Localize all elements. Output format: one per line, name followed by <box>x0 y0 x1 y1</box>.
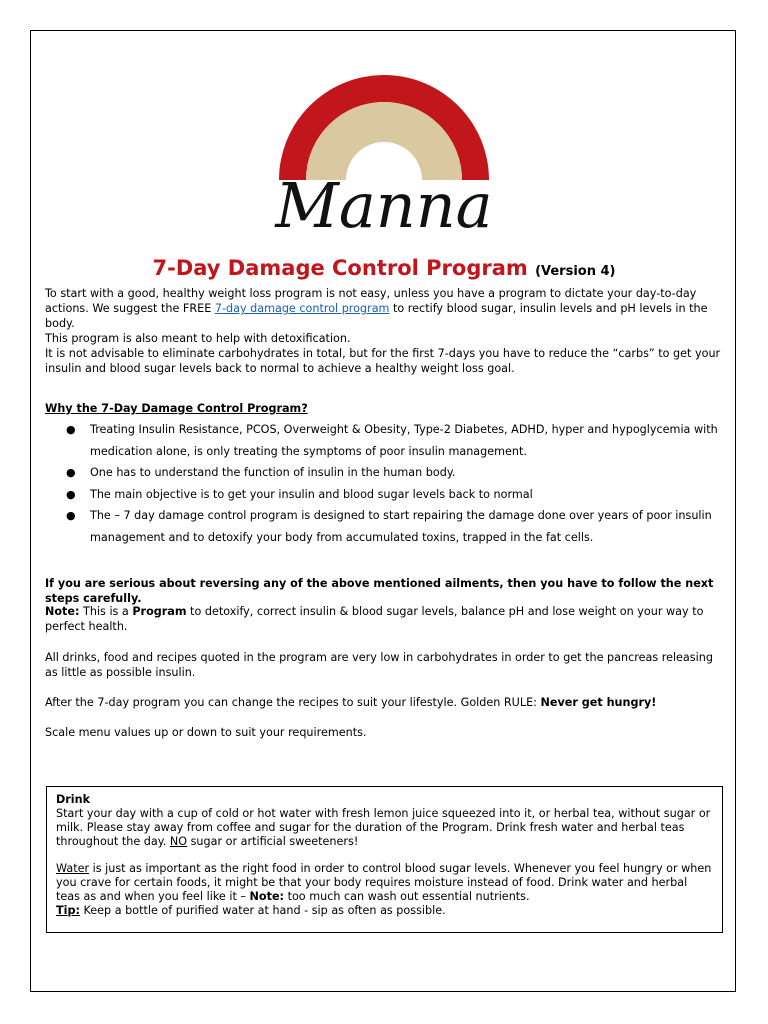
drink-paragraph-2 <box>56 862 713 904</box>
water-text: is just as important as the right food in order to control blood sugar levels. Whenever you feel hungry or when you crave for certain foods, it might be that your body requires moisture instead of food. Drink water and herbal teas as and when you feel like it – <box>56 862 712 903</box>
logo-text: Manna <box>275 169 493 240</box>
drink-box <box>46 786 723 933</box>
page-title <box>0 255 768 285</box>
bullet-item <box>58 462 728 484</box>
intro-text: To start with a good, healthy weight loss program is not easy, unless you have a program to dictate your day-to-day actions. We suggest the FREE <box>45 287 697 315</box>
why-bullet-list <box>58 419 728 548</box>
drink-heading: Drink <box>56 793 91 806</box>
water-note-label: Note: <box>249 890 285 903</box>
drinks-paragraph: All drinks, food and recipes quoted in the program are very low in carbohydrates in order to get the pancreas releasing as little as possible insulin. <box>45 651 713 679</box>
bullet-item <box>58 505 728 548</box>
bullet-text: Treating Insulin Resistance, PCOS, Overweight & Obesity, Type-2 Diabetes, ADHD, hyper and hypoglycemia with medication alone, is only treating the symptoms of poor insulin management. <box>90 423 718 458</box>
note-paragraph <box>45 604 725 634</box>
intro-paragraph-2: This program is also meant to help with detoxification. <box>45 332 351 345</box>
intro-text-after: to rectify blood sugar, insulin levels and pH levels in the body. <box>45 302 708 330</box>
bullet-text: The main objective is to get your insulin and blood sugar levels back to normal <box>90 487 533 501</box>
intro-paragraph-1 <box>45 286 725 331</box>
note-text: This is a <box>79 605 133 618</box>
damage-control-link[interactable]: 7-day damage control program <box>214 302 390 315</box>
manna-logo <box>244 55 524 240</box>
title-version: (Version 4) <box>535 264 616 279</box>
tip-label: Tip: <box>56 904 80 917</box>
bullet-text: One has to understand the function of insulin in the human body. <box>90 466 456 479</box>
drink-text-after: sugar or artificial sweeteners! <box>187 835 359 848</box>
water-note-text: too much can wash out essential nutrients. <box>284 890 530 903</box>
note-label: Note: <box>45 605 80 618</box>
drink-paragraph-1 <box>56 807 713 849</box>
golden-rule-bold: Never get hungry! <box>540 696 657 709</box>
bullet-item <box>58 484 728 506</box>
golden-rule-text: After the 7-day program you can change the recipes to suit your lifestyle. Golden RULE: <box>45 696 541 709</box>
bullet-text: The – 7 day damage control program is designed to start repairing the damage done over years of poor insulin management and to detoxify your body from accumulated toxins, trapped in the fat cells. <box>90 509 712 544</box>
tip-paragraph <box>56 904 713 918</box>
bullet-dot-icon: ● <box>66 509 76 522</box>
golden-rule-paragraph <box>45 695 725 710</box>
title-main: 7-Day Damage Control Program <box>152 256 528 280</box>
program-word: Program <box>132 605 187 618</box>
intro-paragraph-3: It is not advisable to eliminate carbohydrates in total, but for the first 7-days you have to reduce the “carbs” to get your insulin and blood sugar levels back to normal to achieve a healthy weight loss goal. <box>45 347 721 375</box>
water-word: Water <box>56 862 90 875</box>
tip-text: Keep a bottle of purified water at hand - sip as often as possible. <box>79 904 446 917</box>
no-word: NO <box>169 835 188 848</box>
note-text-after: to detoxify, correct insulin & blood sugar levels, balance pH and lose weight on your way to perfect health. <box>45 605 704 633</box>
bullet-dot-icon: ● <box>66 487 76 501</box>
bullet-dot-icon: ● <box>66 423 76 436</box>
bullet-item <box>58 419 728 462</box>
why-heading: Why the 7-Day Damage Control Program? <box>45 402 308 415</box>
bullet-dot-icon: ● <box>66 466 76 479</box>
drink-text: Start your day with a cup of cold or hot water with fresh lemon juice squeezed into it, or herbal tea, without sugar or milk. Please stay away from coffee and sugar for the duration of the Program. Drink fresh water and herbal teas throughout the day. <box>56 807 711 848</box>
scale-paragraph: Scale menu values up or down to suit your requirements. <box>45 726 367 739</box>
intro-section <box>45 286 725 376</box>
serious-statement: If you are serious about reversing any of the above mentioned ailments, then you have to follow the next steps carefully. <box>45 577 714 605</box>
